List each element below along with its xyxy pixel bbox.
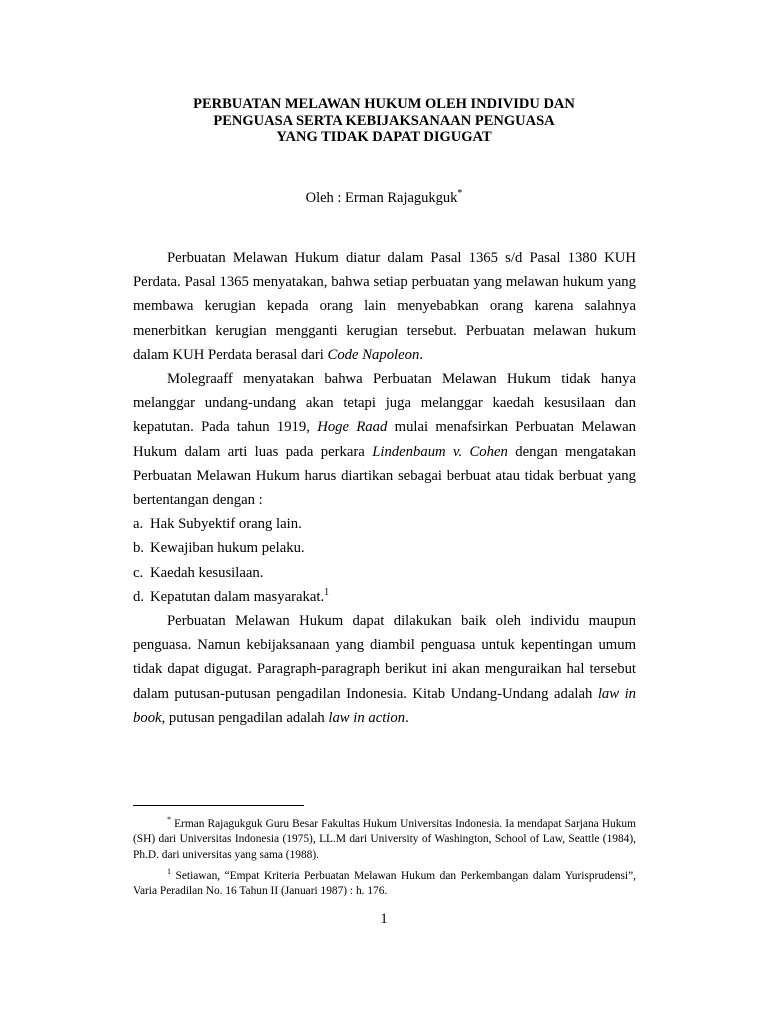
paragraph-2-part-3: dengan mengatakan Perbuatan Melawan Hukum harus diartikan sebagai berbuat atau tidak berbuat yang bertentangan dengan : xyxy=(133,443,637,509)
page-number: 1 xyxy=(380,911,388,927)
author-line xyxy=(0,188,768,207)
paragraph-3-part-2: , putusan pengadilan adalah xyxy=(161,709,329,726)
body-text xyxy=(133,246,636,730)
paragraph-2-italic-2: Lindenbaum v. Cohen xyxy=(372,443,508,460)
list-item-text: Kaedah kesusilaan. xyxy=(150,564,264,581)
footnote-text: Setiawan, “Empat Kriteria Perbuatan Melawan Hukum dan Perkembangan dalam Yurisprudensi”, Varia Peradilan No. 16 Tahun II (Januari 1987) : h. 176. xyxy=(133,869,636,897)
author-footnote-mark: * xyxy=(457,188,463,199)
title-line-1: PERBUATAN MELAWAN HUKUM OLEH INDIVIDU DAN xyxy=(193,96,575,112)
list-item-label: a. xyxy=(133,516,144,533)
paragraph-1-end: . xyxy=(419,346,423,363)
paragraph-3-italic-2: law in action xyxy=(328,709,406,726)
list-item xyxy=(133,585,636,609)
footnote-author xyxy=(133,812,636,864)
paragraph-2-italic-1: Hoge Raad xyxy=(317,419,388,436)
list-item-label: d. xyxy=(133,588,145,605)
footnote-mark: * xyxy=(167,815,171,824)
criteria-list xyxy=(133,512,636,609)
paragraph-1-italic: Code Napoleon xyxy=(327,346,420,363)
paragraph-2-part-1: Molegraaff menyatakan bahwa Perbuatan Melawan Hukum tidak hanya melanggar undang-undang akan tetapi juga melanggar kaedah kesusilaan dan kepatutan. Pada tahun 1919, xyxy=(133,371,636,436)
document-title xyxy=(0,96,768,146)
list-item xyxy=(133,536,636,560)
footnotes xyxy=(133,812,636,900)
list-item-text: Hak Subyektif orang lain. xyxy=(150,516,302,533)
footnote-text: Erman Rajagukguk Guru Besar Fakultas Hukum Universitas Indonesia. Ia mendapat Sarjana Hukum (SH) dari Universitas Indonesia (1975), LL.M dari University of Washington, School of Law, Seattle (1984), Ph.D. dari universitas yang sama (1988). xyxy=(133,817,636,861)
list-item-text: Kewajiban hukum pelaku. xyxy=(150,540,305,557)
footnote-mark: 1 xyxy=(167,866,171,876)
footnote-reference: 1 xyxy=(324,586,330,598)
list-item xyxy=(133,512,636,536)
footnote-1 xyxy=(133,864,636,900)
paragraph-3-end: . xyxy=(405,709,409,726)
paragraph-1 xyxy=(133,246,636,367)
list-item xyxy=(133,561,636,585)
title-line-3: YANG TIDAK DAPAT DIGUGAT xyxy=(276,129,492,145)
paragraph-3-part-1: Perbuatan Melawan Hukum dapat dilakukan baik oleh individu maupun penguasa. Namun kebijaksanaan yang diambil penguasa untuk kepentingan umum tidak dapat digugat. Paragraph-paragraph berikut ini akan menguraikan hal tersebut dalam putusan-putusan pengadilan Indonesia. Kitab Undang-Undang adalah xyxy=(133,613,636,702)
paragraph-2 xyxy=(133,367,636,512)
list-item-label: c. xyxy=(133,564,144,581)
paragraph-1-text: Perbuatan Melawan Hukum diatur dalam Pasal 1365 s/d Pasal 1380 KUH Perdata. Pasal 1365 menyatakan, bahwa setiap perbuatan yang melawan hukum yang membawa kerugian kepada orang lain menyebabkan orang karena salahnya menerbitkan kerugian mengganti kerugian tersebut. Perbuatan melawan hukum dalam KUH Perdata berasal dari xyxy=(133,250,636,363)
title-line-2: PENGUASA SERTA KEBIJAKSANAAN PENGUASA xyxy=(213,112,555,129)
list-item-text xyxy=(150,585,329,609)
list-item-text-content: Kepatutan dalam masyarakat. xyxy=(150,588,325,605)
paragraph-2-part-2: mulai menafsirkan Perbuatan Melawan Hukum dalam arti luas pada perkara xyxy=(133,419,636,460)
list-item-label: b. xyxy=(133,540,145,557)
author-name: Oleh : Erman Rajagukguk xyxy=(305,189,458,206)
paragraph-3-italic-1: law in book xyxy=(133,685,636,726)
paragraph-3 xyxy=(133,609,636,730)
footnote-divider xyxy=(133,805,304,806)
